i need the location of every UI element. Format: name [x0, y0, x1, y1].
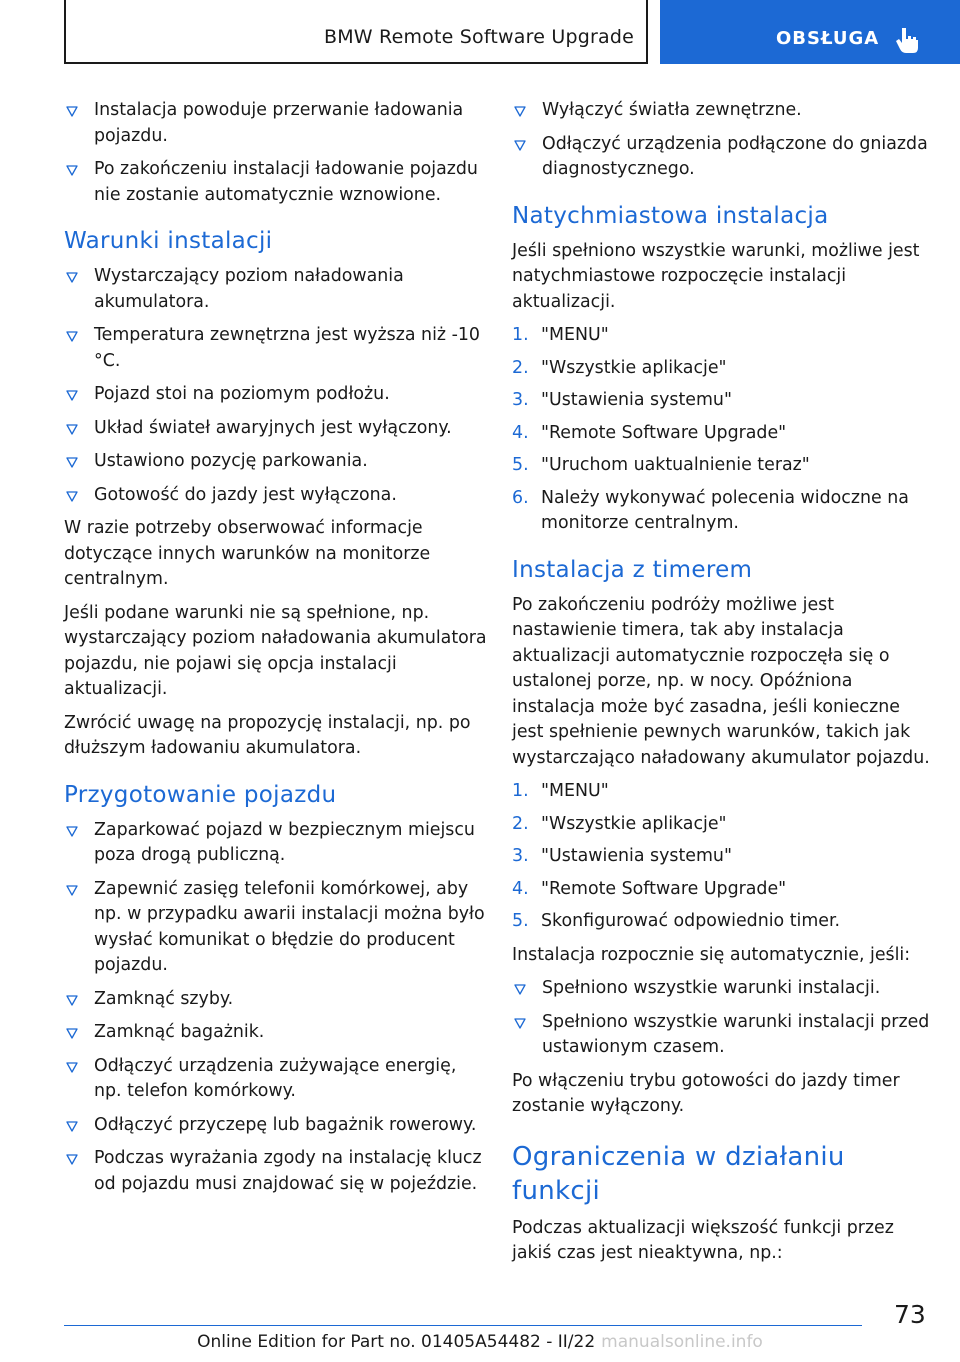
list-item-text: Skonfigurować odpowiednio timer.	[541, 911, 841, 931]
bullet-list	[512, 98, 930, 183]
list-item	[512, 779, 930, 805]
list-item-text: Wystarczający poziom naładowania akumulatora.	[94, 266, 404, 312]
section-heading: Warunki instalacji	[64, 228, 273, 254]
triangle-bullet-icon	[514, 984, 526, 995]
list-item	[64, 416, 488, 442]
list-item	[512, 909, 930, 935]
list-item-text: Zapewnić zasięg telefonii komórkowej, aby np. w przypadku awarii instalacji można było wysłać komunikat o błędzie do producent pojazdu.	[94, 878, 485, 975]
list-item	[64, 323, 488, 374]
list-item	[512, 453, 930, 479]
step-number: 5.	[512, 911, 529, 931]
triangle-bullet-icon	[66, 1062, 78, 1073]
list-item	[512, 1010, 930, 1061]
list-item-text: "Remote Software Upgrade"	[541, 422, 787, 443]
bullet-list	[64, 264, 488, 508]
triangle-bullet-icon	[514, 1018, 526, 1029]
list-item	[64, 1146, 488, 1197]
list-item-text: Po zakończeniu instalacji ładowanie pojazdu nie zostanie automatycznie wznowione.	[94, 159, 478, 205]
step-number: 3.	[512, 390, 529, 410]
right-column	[512, 98, 930, 1275]
triangle-bullet-icon	[66, 1028, 78, 1039]
paragraph: Po zakończeniu podróży możliwe jest nastawienie timera, tak aby instalacja aktualizacji automatycznie rozpoczęła się o ustalonej porze, np. w nocy. Opóźniona instalacja może być zasadna, jeśli konieczne jest spełnienie pewnych warunków, takich jak wystarczająco naładowany akumulator pojazdu.	[512, 594, 930, 768]
list-item	[64, 1054, 488, 1105]
list-item-text: Odłączyć urządzenia zużywające energię, np. telefon komórkowy.	[94, 1055, 457, 1101]
section-heading: Przygotowanie pojazdu	[64, 781, 337, 808]
list-item-text: "MENU"	[541, 325, 609, 345]
bullet-list	[512, 976, 930, 1061]
numbered-list	[512, 323, 930, 537]
list-item-text: "Ustawienia systemu"	[541, 846, 732, 866]
list-item-text: Spełniono wszystkie warunki instalacji.	[542, 978, 881, 998]
paragraph-group	[64, 516, 488, 762]
list-item-text: Podczas wyrażania zgody na instalację klucz od pojazdu musi znajdować się w pojeździe.	[94, 1148, 482, 1194]
list-item	[512, 356, 930, 382]
list-item	[64, 449, 488, 475]
triangle-bullet-icon	[66, 165, 78, 176]
triangle-bullet-icon	[66, 826, 78, 837]
list-item-text: Temperatura zewnętrzna jest wyższa niż -10 °C.	[94, 325, 480, 371]
step-number: 1.	[512, 325, 529, 345]
header-title-box	[64, 0, 648, 64]
footer	[0, 1332, 960, 1352]
list-item	[64, 483, 488, 509]
list-item	[64, 382, 488, 408]
paragraph: Podczas aktualizacji większość funkcji przez jakiś czas jest nieaktywna, np.:	[512, 1217, 894, 1263]
list-item-text: Odłączyć przyczepę lub bagażnik rowerowy.	[94, 1114, 477, 1135]
triangle-bullet-icon	[514, 140, 526, 151]
paragraph: W razie potrzeby obserwować informacje dotyczące innych warunków na monitorze centralnym.	[64, 518, 431, 589]
list-item	[512, 98, 930, 124]
paragraph: Po włączeniu trybu gotowości do jazdy timer zostanie wyłączony.	[512, 1070, 900, 1116]
step-number: 5.	[512, 455, 529, 475]
header-title: BMW Remote Software Upgrade	[323, 26, 634, 48]
list-item-text: Zamknąć szyby.	[94, 988, 234, 1009]
list-item-text: "Uruchom uaktualnienie teraz"	[541, 455, 810, 475]
step-number: 6.	[512, 487, 529, 508]
list-item-text: Układ świateł awaryjnych jest wyłączony.	[94, 417, 452, 438]
list-item	[512, 388, 930, 414]
list-item-text: Wyłączyć światła zewnętrzne.	[542, 100, 802, 120]
list-item	[512, 844, 930, 870]
section-label: OBSŁUGA	[776, 28, 880, 49]
bullet-list	[64, 818, 488, 1198]
footer-divider	[64, 1325, 862, 1326]
list-item-text: "Remote Software Upgrade"	[541, 878, 787, 899]
triangle-bullet-icon	[66, 1154, 78, 1165]
list-item	[512, 486, 930, 537]
paragraph: Jeśli podane warunki nie są spełnione, np. wystarczający poziom naładowania akumulatora pojazdu, nie pojawi się opcja instalacji aktualizacji.	[64, 602, 487, 699]
step-number: 1.	[512, 781, 529, 801]
section-tab	[660, 0, 960, 64]
section-heading: Instalacja z timerem	[512, 556, 753, 583]
list-item	[64, 157, 488, 208]
triangle-bullet-icon	[66, 1121, 78, 1132]
list-item	[64, 1113, 488, 1139]
list-item-text: "Ustawienia systemu"	[541, 390, 732, 410]
paragraph: Jeśli spełniono wszystkie warunki, możliwe jest natychmiastowe rozpoczęcie instalacji aktualizacji.	[512, 240, 920, 312]
list-item-text: "Wszystkie aplikacje"	[541, 813, 727, 834]
triangle-bullet-icon	[66, 390, 78, 401]
list-item-text: Ustawiono pozycję parkowania.	[94, 451, 368, 471]
triangle-bullet-icon	[66, 995, 78, 1006]
section-heading: Natychmiastowa instalacja	[512, 202, 829, 229]
pointing-hand-icon	[895, 26, 921, 54]
triangle-bullet-icon	[514, 106, 526, 117]
triangle-bullet-icon	[66, 457, 78, 468]
list-item-text: Odłączyć urządzenia podłączone do gniazda diagnostycznego.	[542, 133, 928, 179]
left-column	[64, 98, 488, 1205]
step-number: 4.	[512, 878, 529, 899]
list-item	[64, 98, 488, 149]
page-number: 73	[894, 1300, 926, 1329]
triangle-bullet-icon	[66, 491, 78, 502]
list-item-text: Zamknąć bagażnik.	[94, 1022, 265, 1042]
list-item	[64, 1020, 488, 1046]
list-item-text: Pojazd stoi na poziomym podłożu.	[94, 384, 390, 404]
footer-edition: Online Edition for Part no. 01405A54482 - II/22	[197, 1332, 596, 1352]
triangle-bullet-icon	[66, 331, 78, 342]
list-item-text: Instalacja powoduje przerwanie ładowania pojazdu.	[94, 100, 464, 146]
step-number: 3.	[512, 846, 529, 866]
list-item-text: Spełniono wszystkie warunki instalacji przed ustawionym czasem.	[542, 1011, 930, 1057]
step-number: 2.	[512, 813, 529, 834]
list-item	[512, 812, 930, 838]
list-item-text: "Wszystkie aplikacje"	[541, 357, 727, 378]
list-item-text: Gotowość do jazdy jest wyłączona.	[94, 484, 397, 505]
list-item-text: Zaparkować pojazd w bezpiecznym miejscu poza drogą publiczną.	[94, 819, 475, 865]
section-heading: Ograniczenia w działaniu funkcji	[512, 1141, 845, 1206]
triangle-bullet-icon	[66, 885, 78, 896]
bullet-list	[64, 98, 488, 208]
watermark: manualsonline.info	[601, 1332, 763, 1352]
list-item	[64, 877, 488, 979]
list-item	[64, 264, 488, 315]
triangle-bullet-icon	[66, 106, 78, 117]
paragraph: Instalacja rozpocznie się automatycznie, jeśli:	[512, 944, 911, 965]
step-number: 2.	[512, 357, 529, 378]
list-item	[512, 323, 930, 349]
list-item	[512, 976, 930, 1002]
list-item	[64, 987, 488, 1013]
step-number: 4.	[512, 422, 529, 443]
list-item-text: "MENU"	[541, 781, 609, 801]
list-item	[512, 421, 930, 447]
list-item	[512, 132, 930, 183]
list-item	[64, 818, 488, 869]
triangle-bullet-icon	[66, 272, 78, 283]
paragraph: Zwrócić uwagę na propozycję instalacji, np. po dłuższym ładowaniu akumulatora.	[64, 712, 471, 758]
numbered-list	[512, 779, 930, 935]
triangle-bullet-icon	[66, 424, 78, 435]
list-item-text: Należy wykonywać polecenia widoczne na monitorze centralnym.	[541, 487, 909, 533]
list-item	[512, 877, 930, 903]
